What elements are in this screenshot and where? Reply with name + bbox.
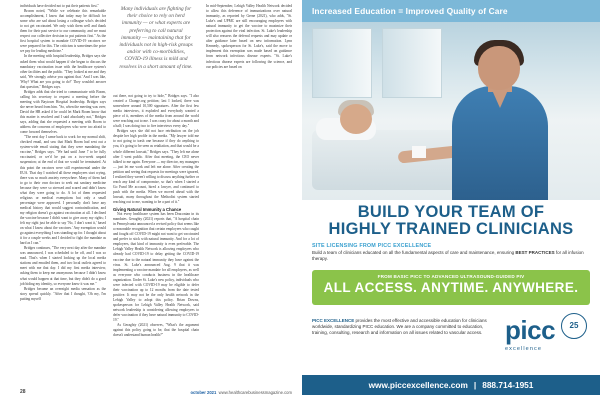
iv-dressing-shape — [412, 146, 426, 158]
paragraph: "The next day I came back to work for my normal shift, checked email, and saw that Mark Boom had sent out a system-wide email stating that they were mandating the vaccine," Bridges says. "We had until June 7 to be fully vaccinated, or we'd be put on a two-week unpaid suspension; at the end of that we would be terminated. At this point the vaccines were still experimental under the EUA. That day I watched all these employees start crying, there was so much anxiety everywhere. Many of them had to go to their own doctors to seek out sanitary medicine because they were so stressed and scared and didn't know what they were going to do. A lot of them requested religious or medical exemptions but only a small percentage were approved. I personally don't have any medical history that would suggest contraindication, and my religion doesn't go against vaccination at all. I declined the vaccine because I didn't want to give away my rights; I felt my right just be able to say 'No, I don't want it,' based on what I know about the vaccines.' Any exemption would go against everything I was standing up for. I thought about it for a couple weeks and I decided to fight the mandate as hard as I can." — [20, 135, 106, 246]
patient-head-shape — [340, 104, 372, 134]
sl-text-part: for all infusion therapy. — [312, 250, 584, 261]
window-shape — [312, 28, 372, 98]
logo-subtitle: excellence — [505, 346, 542, 352]
ad-tagline: Increased Education = Improved Quality of Care — [302, 0, 600, 22]
ad-headline — [302, 204, 600, 238]
contact-bar — [302, 375, 600, 395]
sl-text-part: Build a team of clinicians educated on all the fundamental aspects of care and maintenance, ensuring — [312, 250, 516, 255]
paragraph: As Geraghty (2021) observes, "What's the argument against this policy going to be, that the hospital chain doesn't understand human health?" — [113, 323, 199, 338]
company-name: PICC EXCELLENCE — [312, 318, 355, 323]
paragraph: Bridges became an overnight media sensation as the story spread quickly. "After that I thought, 'Oh my, I'm putting myself — [20, 286, 106, 301]
footer-separator: | — [473, 380, 477, 390]
website-link[interactable]: www.piccexcellence.com — [368, 380, 468, 390]
paragraph: In mid-September, Lehigh Valley Health Network decided to allow this deference of immunizations over natural immunity, as reported by Gerne (2021), who adds, "St. Luke's and UPMC are still encouraging employees with natural immunity to get the vaccine to maximize their protection against the viral infection. St. Luke's leadership will also reassess the deferral requests and may update or alter guidance later based on new information. Lynn Kennedy, spokesperson for St. Luke's, said the move to implement this exemption was made based on guidance from network infectious disease experts. "St. Luke's infectious disease experts are following the science, and our policies are based on — [206, 4, 292, 69]
paragraph: Broom noted, "While we celebrate this remarkable accomplishment, I know that today may be difficult for some who are sad about losing a colleague who's decided to not get vaccinated. We only wish them well and thank them for their past service to our community, and we must respect our collective decision to put patients first." As the first hospital system to mandate COVID-19 vaccines we were prepared for this. The criticism is sometimes the price we pay for leading medicine." — [20, 9, 106, 54]
section-subheading: Giving Natural Immunity a Chance — [113, 207, 182, 213]
paragraph: Bridges adds that she tried to communicate with Boom, calling his secretary to request a meeting before the meeting with Baytown Hospital leadership. Bridges says she never heard from him. "So, when the meeting was over, David the HR asked if he could let Mark Boom know that this matter is resolved and I said absolutely not," Bridges says, adding that she requested a meeting with Boom to address the concerns of employees who were too afraid to come forward themselves. — [20, 89, 106, 135]
paragraph: Not every healthcare system has been Draconian in its mandates. Geraghty (2021) reports that, "A hospital chain in Pennsylvania announced a revised policy that seems like a reasonable recognition that certain employees who caught and fought off COVID-19 might not want to get vaccinated and prefer to stick with natural immunity. And for a lot of employees, that kind of immunity is even preferable. The Lehigh Valley Health Network is allowing employees who already had COVID-19 to delay getting the COVID-19 vaccine due to the natural immunity they have against the virus. St. Luke's announced Aug. 9 that it was implementing a vaccine mandate for all employees, as well as everyone who conducts business in the healthcare organization. Under St. Luke's new policy, individuals who were infected with COVID-19 may be eligible to defer their vaccination up to 12 months from the date tested positive. It may not be the only health network in the Lehigh Valley to adopt this policy. Brian Downs, spokesperson for Lehigh Valley Health Network, said network leadership is considering allowing employees to defer vaccination if they have natural immunity to COVID-19." — [113, 212, 199, 323]
site-licensing-text — [312, 250, 592, 262]
headline-line-1: BUILD YOUR TEAM OF — [357, 203, 545, 221]
page-number: 28 — [20, 389, 26, 395]
issue-month: october 2021 — [190, 390, 217, 395]
sl-text-bold: BEST PRACTICES — [515, 250, 555, 255]
article-column-1 — [20, 4, 106, 302]
logo-wordmark: picc — [505, 315, 556, 345]
company-description-text: provides the most effective and accessible education for clinicians worldwide, standardizing PICC education. We are a company committed to education, training, consulting, research and information on all issues related to vascular access. — [312, 318, 487, 335]
phone-number[interactable]: 888.714-1951 — [482, 380, 534, 390]
page-footer — [20, 388, 292, 398]
banner-subtitle: FROM BASIC PICC TO ADVANCED ULTRASOUND-GUIDED PIV — [377, 274, 525, 279]
paragraph: Bridges continues, "The very next day after the mandate was announced, I was scheduled to be off, and I was so mad. That's when I started looking up the local media stations and emailed them, and two local outlets agreed to meet with me that day. I did my first media interview, asking them to keep me anonymous because I didn't know what would happen at that time, but they didn't do a good job hiding my identity, so everyone knew it was me." — [20, 246, 106, 286]
banner-title: ALL ACCESS. ANYTIME. ANYWHERE. — [323, 280, 579, 295]
pull-quote: Many individuals are fighting for their choice to rely on herd immunity — or what experts are preferring to call natural immunity — maintaining that for individuals not in high-risk groups and/or with co-morbidities, COVID-19 illness is mild and resolves in a short amount of time. — [119, 6, 193, 70]
anniversary-seal-icon: 25 — [561, 313, 587, 339]
article-column-3 — [206, 4, 292, 70]
window-shape — [382, 28, 442, 98]
paragraph: In the meeting with hospital leadership, Bridges says she asked them what would happen if she began to discuss the mandatory vaccination issue with the healthcare system's other facilities and the public. "They looked at me and they said, 'We strongly advise you against that.' And I was like, 'Why? What are you going to do?' They wouldn't answer that question," Bridges says. — [20, 54, 106, 89]
company-description — [312, 318, 490, 336]
site-licensing-heading: SITE LICENSING FROM PICC EXCELLENCE — [312, 243, 432, 249]
site-licensing-block — [312, 243, 592, 262]
issue-info — [191, 390, 293, 395]
all-access-banner — [312, 270, 590, 305]
article-column-2 — [113, 94, 199, 338]
paragraph: individuals have decided not to put their patients first." — [20, 4, 100, 8]
paragraph: out there, not going to try to hide,'" Bridges says. "I also created a Change.org petition; last I looked, there was somewhere around 10,500 signatures. After the first few media interviews, it exploded and everybody wanted a piece of it, members of the media from around the world were reaching out to me. I was crazy for about a month and a half; I was doing two to five interviews every day." — [113, 94, 199, 129]
nurse-head-shape — [478, 46, 520, 90]
article-page — [0, 0, 298, 401]
paragraph: Bridges says she did not face retribution on the job despite her high profile in the media. "My lawyer told me to not going to trash one because if they do anything to you, it's going to be seen as retaliation, and that would be a whole different lawsuit," Bridges says. "They left me alone after I went public. After that meeting, the CEO never talked to me again. Everyone — my director, my managers — just let me work and left me alone. After creating the petition and seeing that requests for meetings were ignored, I realized they weren't willing to discuss anything further or reach any kind of compromise, so that's when I started a Go Fund Me account, hired a lawyer, and continued to push with the media. When we moved ahead with the lawsuit, many throughout the Methodist system started reaching out to me, wanting to be a part of it." — [113, 129, 199, 204]
picc-excellence-logo — [505, 313, 585, 359]
headline-line-2: HIGHLY TRAINED CLINICIANS — [328, 220, 574, 238]
advertisement-page — [302, 0, 600, 401]
issue-site: www.healthcarebusinessmagazine.com — [218, 390, 292, 395]
nurse-patient-photo — [302, 22, 600, 200]
